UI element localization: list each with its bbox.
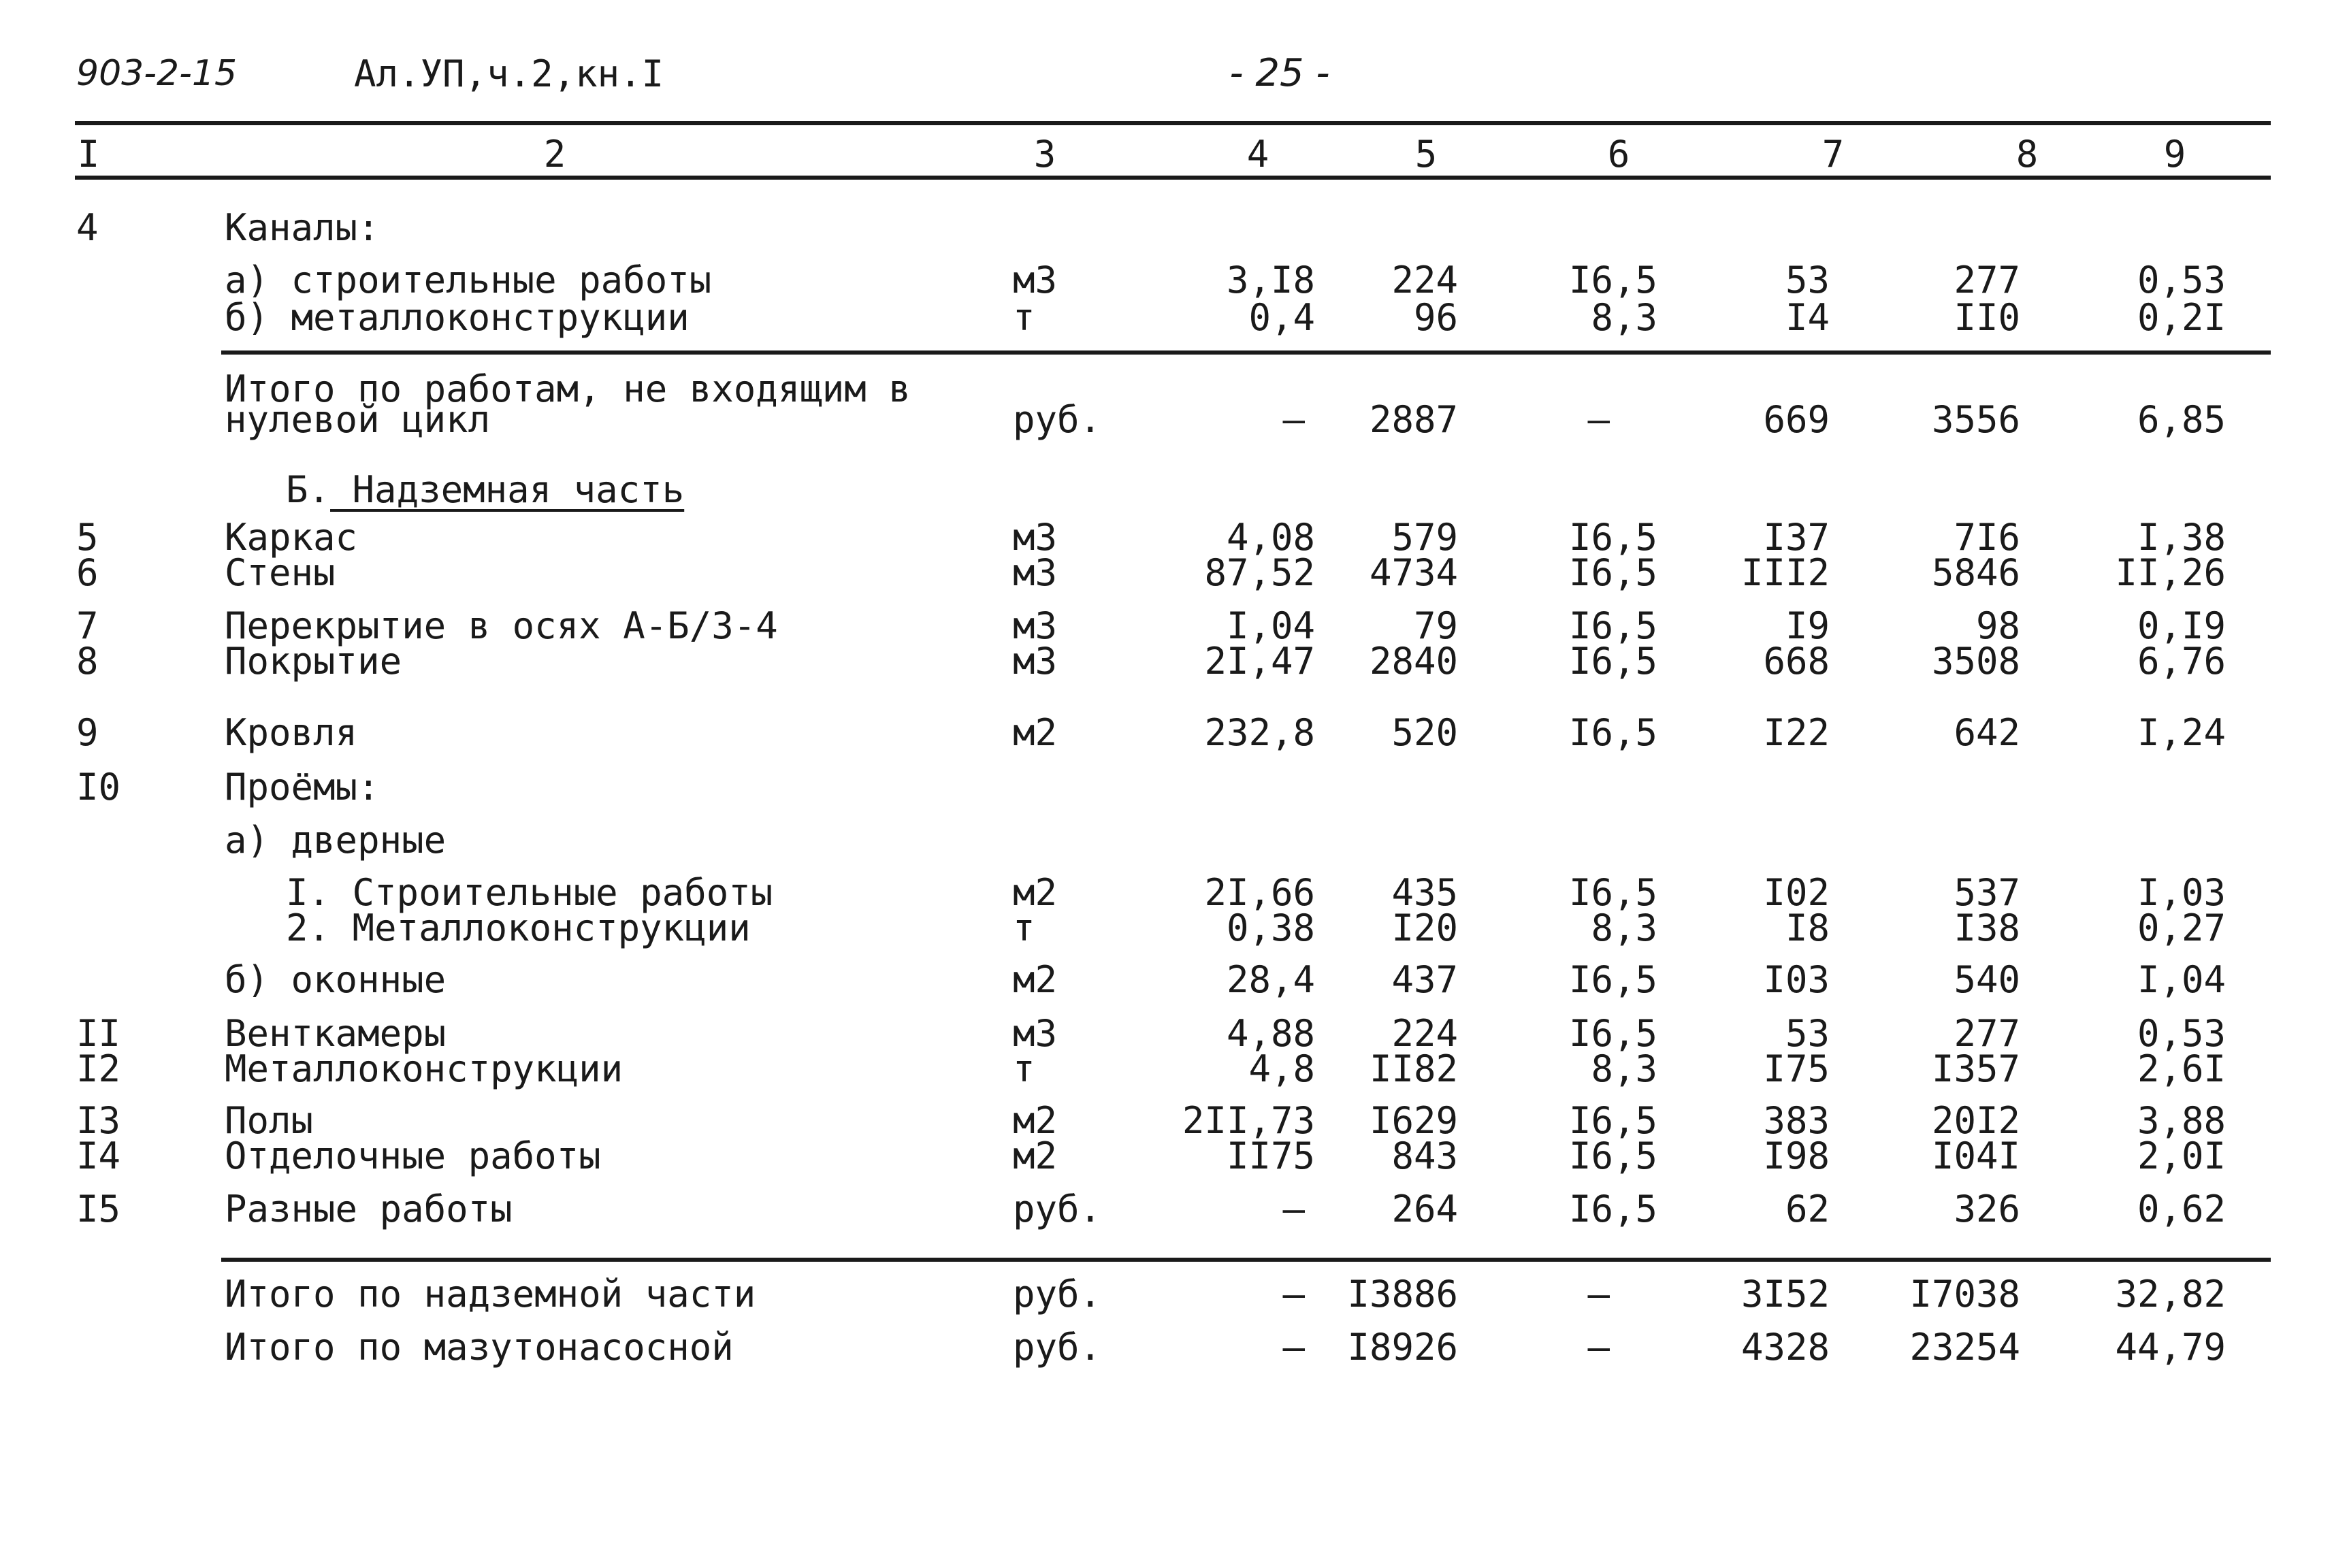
cell-col-5: 224 [1391,1012,1458,1055]
cell-col-9: 6,76 [2137,640,2226,683]
cell-col-6: I6,5 [1568,958,1657,1001]
row-unit: т [1013,906,1035,949]
column-header-6: 6 [1607,133,1630,176]
row-name: Итого по надземной части [225,1273,756,1316]
cell-col-9: 2,0I [2137,1134,2226,1177]
cell-col-4: 2I,47 [1204,640,1315,683]
row-unit: м3 [1013,516,1058,559]
cell-col-5: I629 [1369,1099,1458,1142]
row-name: Перекрытие в осях А-Б/3-4 [225,604,778,647]
column-header-3: 3 [1033,133,1056,176]
row-name: а) строительные работы [225,259,712,301]
cell-col-7: I98 [1763,1134,1830,1177]
cell-col-8: 3556 [1931,398,2020,441]
cell-col-9: 0,53 [2137,1012,2226,1055]
row-name: Отделочные работы [225,1134,601,1177]
cell-col-7: I8 [1785,906,1830,949]
cell-col-7: I75 [1763,1047,1830,1090]
cell-col-8: 3508 [1931,640,2020,683]
cell-col-4: 4,8 [1248,1047,1315,1090]
cell-col-8: 5846 [1931,551,2020,594]
cell-col-4: 3,I8 [1226,259,1315,301]
cell-col-5: I8926 [1347,1326,1458,1369]
cell-col-6: – [1587,1273,1610,1316]
cell-col-8: 540 [1954,958,2020,1001]
cell-col-5: 224 [1391,259,1458,301]
cell-col-4: – [1282,1326,1305,1369]
cell-col-9: 0,2I [2137,296,2226,339]
cell-col-9: I,03 [2137,871,2226,914]
header-bottom-rule [75,176,2271,180]
cell-col-9: 0,I9 [2137,604,2226,647]
section-heading: Б. Надземная часть [286,468,685,511]
cell-col-6: I6,5 [1568,1134,1657,1177]
row-number: 9 [76,711,99,754]
cell-col-7: 62 [1785,1188,1830,1230]
row-unit: м2 [1013,1134,1058,1177]
cell-col-6: 8,3 [1591,906,1657,949]
cell-col-5: 96 [1413,296,1458,339]
cell-col-9: 0,62 [2137,1188,2226,1230]
cell-col-5: 79 [1413,604,1458,647]
cell-col-9: 6,85 [2137,398,2226,441]
cell-col-6: I6,5 [1568,1099,1657,1142]
cell-col-8: 7I6 [1954,516,2020,559]
cell-col-8: 23254 [1909,1326,2020,1369]
cell-col-4: 2I,66 [1204,871,1315,914]
cell-col-8: 537 [1954,871,2020,914]
cell-col-9: 2,6I [2137,1047,2226,1090]
row-unit: т [1013,1047,1035,1090]
cell-col-9: II,26 [2115,551,2226,594]
row-name: б) металлоконструкции [225,296,690,339]
cell-col-8: II0 [1954,296,2020,339]
column-header-2: 2 [543,133,566,176]
cell-col-4: – [1282,398,1305,441]
cell-col-9: I,24 [2137,711,2226,754]
row-name: а) дверные [225,819,447,862]
cell-col-7: 53 [1785,259,1830,301]
cell-col-8: 642 [1954,711,2020,754]
row-number: I0 [76,766,121,808]
row-unit: м2 [1013,871,1058,914]
cell-col-6: I6,5 [1568,259,1657,301]
cell-col-6: I6,5 [1568,516,1657,559]
row-name: Металлоконструкции [225,1047,624,1090]
cell-col-4: 28,4 [1226,958,1315,1001]
album-reference: Ал.УП,ч.2,кн.I [354,52,664,95]
cell-col-8: 98 [1975,604,2020,647]
cell-col-4: 87,52 [1204,551,1315,594]
cell-col-5: 520 [1391,711,1458,754]
cell-col-5: 843 [1391,1134,1458,1177]
cell-col-5: 2887 [1369,398,1458,441]
cell-col-8: 326 [1954,1188,2020,1230]
document-code: 903-2-15 [76,53,238,94]
cell-col-8: 277 [1954,1012,2020,1055]
total-rule [221,1258,2271,1262]
row-name: Итого по работам, не входящим в [225,368,911,410]
row-number: 4 [76,206,99,249]
cell-col-4: 4,08 [1226,516,1315,559]
row-name: 2. Металлоконструкции [286,906,751,949]
cell-col-5: 579 [1391,516,1458,559]
cell-col-9: I,04 [2137,958,2226,1001]
row-unit: руб. [1013,398,1102,441]
cell-col-7: I9 [1785,604,1830,647]
cell-col-5: 2840 [1369,640,1458,683]
row-number: I3 [76,1099,121,1142]
row-unit: м3 [1013,1012,1058,1055]
cell-col-7: 4328 [1740,1326,1830,1369]
row-name: Полы [225,1099,314,1142]
cell-col-6: 8,3 [1591,296,1657,339]
cell-col-9: 32,82 [2115,1273,2226,1316]
row-unit: м3 [1013,551,1058,594]
column-header-9: 9 [2163,133,2186,176]
cell-col-4: – [1282,1273,1305,1316]
cell-col-5: I3886 [1347,1273,1458,1316]
row-name: б) оконные [225,958,447,1001]
row-number: 8 [76,640,99,683]
cell-col-4: 2II,73 [1182,1099,1315,1142]
row-name: Каркас [225,516,358,559]
row-unit: т [1013,296,1035,339]
row-unit: м2 [1013,711,1058,754]
row-number: I4 [76,1134,121,1177]
cell-col-5: 437 [1391,958,1458,1001]
cell-col-4: II75 [1226,1134,1315,1177]
row-unit: м2 [1013,958,1058,1001]
cell-col-6: I6,5 [1568,551,1657,594]
cell-col-8: I7038 [1909,1273,2020,1316]
cell-col-6: I6,5 [1568,1012,1657,1055]
row-name: Каналы: [225,206,380,249]
cell-col-9: 0,53 [2137,259,2226,301]
cell-col-6: 8,3 [1591,1047,1657,1090]
cell-col-7: 669 [1763,398,1830,441]
cell-col-5: I20 [1391,906,1458,949]
cell-col-9: 44,79 [2115,1326,2226,1369]
row-number: I2 [76,1047,121,1090]
row-name: I. Строительные работы [286,871,773,914]
row-number: I5 [76,1188,121,1230]
cell-col-9: 0,27 [2137,906,2226,949]
cell-col-6: I6,5 [1568,1188,1657,1230]
cell-col-7: 668 [1763,640,1830,683]
cell-col-4: 232,8 [1204,711,1315,754]
row-number: 6 [76,551,99,594]
cell-col-9: 3,88 [2137,1099,2226,1142]
cell-col-8: I04I [1931,1134,2020,1177]
cell-col-8: 277 [1954,259,2020,301]
cell-col-7: I02 [1763,871,1830,914]
column-header-8: 8 [2015,133,2039,176]
cell-col-7: I03 [1763,958,1830,1001]
cell-col-4: – [1282,1188,1305,1230]
cell-col-6: – [1587,398,1610,441]
row-number: 7 [76,604,99,647]
cell-col-7: 3I52 [1740,1273,1830,1316]
cell-col-5: 435 [1391,871,1458,914]
row-unit: м2 [1013,1099,1058,1142]
row-unit: м3 [1013,259,1058,301]
cell-col-8: I38 [1954,906,2020,949]
row-unit: руб. [1013,1326,1102,1369]
cell-col-4: 4,88 [1226,1012,1315,1055]
row-unit: м3 [1013,640,1058,683]
row-number: II [76,1012,121,1055]
cell-col-6: I6,5 [1568,711,1657,754]
cell-col-5: 4734 [1369,551,1458,594]
column-header-7: 7 [1821,133,1845,176]
cell-col-6: I6,5 [1568,871,1657,914]
column-header-1: I [77,133,100,176]
cell-col-5: 264 [1391,1188,1458,1230]
cell-col-5: II82 [1369,1047,1458,1090]
row-unit: м3 [1013,604,1058,647]
row-name: Покрытие [225,640,402,683]
cell-col-6: I6,5 [1568,640,1657,683]
column-header-4: 4 [1246,133,1269,176]
cell-col-7: III2 [1740,551,1830,594]
cell-col-7: I22 [1763,711,1830,754]
row-name: Кровля [225,711,358,754]
subtotal-rule [221,350,2271,355]
cell-col-4: 0,38 [1226,906,1315,949]
cell-col-7: 53 [1785,1012,1830,1055]
row-unit: руб. [1013,1188,1102,1230]
cell-col-8: I357 [1931,1047,2020,1090]
cell-col-4: 0,4 [1248,296,1315,339]
row-name: нулевой цикл [225,398,491,441]
cell-col-7: I37 [1763,516,1830,559]
column-header-5: 5 [1414,133,1438,176]
row-name: Проёмы: [225,766,380,808]
cell-col-7: 383 [1763,1099,1830,1142]
row-name: Венткамеры [225,1012,447,1055]
row-unit: руб. [1013,1273,1102,1316]
cell-col-6: – [1587,1326,1610,1369]
row-number: 5 [76,516,99,559]
cell-col-6: I6,5 [1568,604,1657,647]
row-name: Стены [225,551,336,594]
row-name: Итого по мазутонасосной [225,1326,734,1369]
row-name: Разные работы [225,1188,513,1230]
cell-col-7: I4 [1785,296,1830,339]
cell-col-4: I,04 [1226,604,1315,647]
cell-col-8: 20I2 [1931,1099,2020,1142]
cell-col-9: I,38 [2137,516,2226,559]
page-number: - 25 - [1229,51,1330,95]
table-top-rule [75,121,2271,125]
